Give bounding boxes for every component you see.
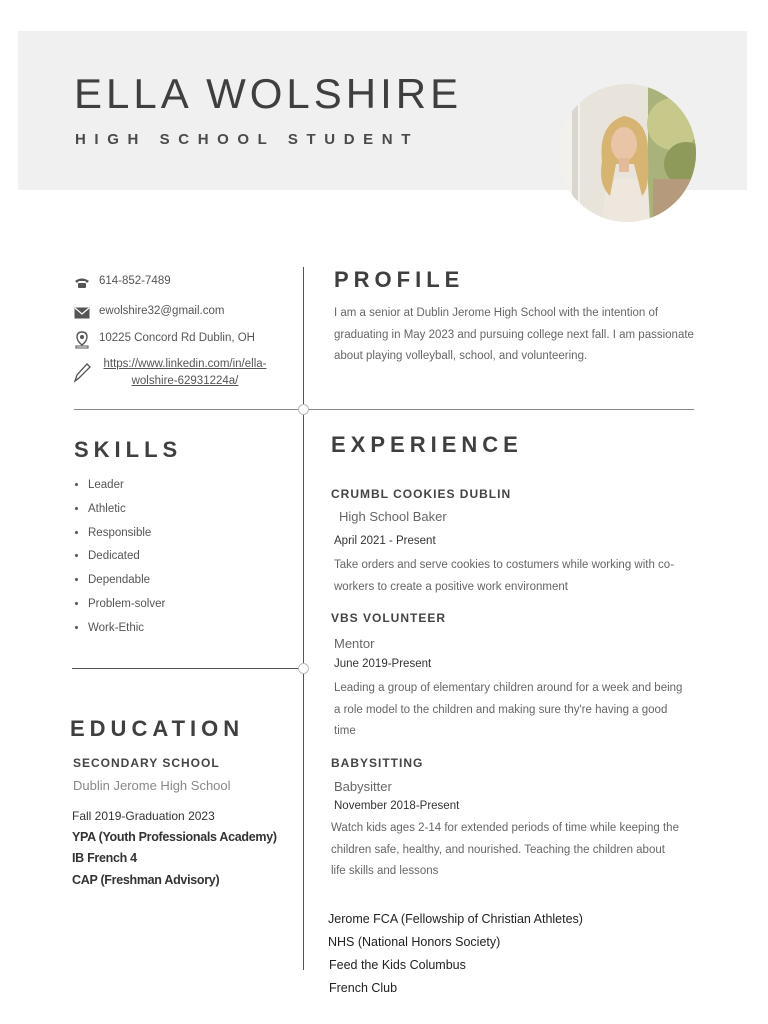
contact-phone [72,275,171,291]
job-description [334,555,674,598]
linkedin-line1: https://www.linkedin.com/in/ella- [103,358,267,370]
phone-icon [72,275,92,291]
education-dates: Fall 2019-Graduation 2023 [72,809,215,823]
envelope-icon [72,305,92,321]
contact-address [72,332,255,348]
skills-title: SKILLS [74,437,183,462]
job-line: workers to create a positive work environment [334,580,568,593]
resume-role: HIGH SCHOOL STUDENT [75,131,419,148]
job-title: CRUMBL COOKIES DUBLIN [331,487,512,501]
address-text: 10225 Concord Rd Dublin, OH [99,332,255,344]
email-link[interactable]: ewolshire32@gmail.com [99,305,225,317]
horizontal-divider-top [74,409,694,410]
skill-item: • Responsible [88,523,165,547]
education-item: CAP (Freshman Advisory) [72,873,220,887]
job-line: life skills and lessons [331,865,439,877]
map-pin-icon [72,332,92,348]
resume-name: ELLA WOLSHIRE [74,70,463,117]
job-role: Babysitter [334,779,392,794]
skill-item: • Leader [88,475,165,499]
job-title: BABYSITTING [331,756,424,770]
education-item: IB French 4 [72,851,137,865]
divider-node-top [298,404,309,415]
job-line: a role model to the children and making sure thy're having a good [334,703,668,716]
profile-title: PROFILE [334,267,465,292]
contact-linkedin [72,356,271,390]
divider-node-bottom [298,663,309,674]
job-description [331,818,679,883]
activity-item: French Club [329,981,398,995]
activity-item: Feed the Kids Columbus [329,958,466,972]
job-dates: April 2021 - Present [334,535,436,547]
vertical-divider [303,267,304,970]
linkedin-line2: wolshire-62931224a/ [131,375,239,387]
job-line: Leading a group of elementary children around for a week and being [334,682,683,694]
activity-item: NHS (National Honors Society) [328,935,501,949]
skills-list [74,475,165,642]
horizontal-divider-left [72,668,303,669]
skill-item: • Problem-solver [88,594,165,618]
job-line: children safe, healthy, and nourished. Teaching the children about [331,843,665,856]
profile-text [334,303,694,368]
profile-line: about playing volleyball, school, and volunteering. [334,350,588,362]
job-line: time [334,725,356,737]
contact-email [72,305,224,321]
profile-line: graduating in May 2023 and pursuing college next fall. I am passionate [334,328,694,341]
job-line: Take orders and serve cookies to costumers while working with co- [334,559,675,571]
job-dates: November 2018-Present [334,800,460,812]
education-item: YPA (Youth Professionals Academy) [72,830,277,844]
job-role: Mentor [334,636,375,651]
skill-item: • Athletic [88,499,165,523]
education-title: EDUCATION [70,716,245,741]
skill-item: • Dependable [88,570,165,594]
profile-line: I am a senior at Dublin Jerome High School with the intention of [334,307,659,319]
school-name: Dublin Jerome High School [73,778,231,793]
job-role: High School Baker [339,509,447,524]
phone-text: 614-852-7489 [99,275,171,287]
linkedin-link[interactable] [99,356,271,390]
profile-photo [558,84,696,222]
pencil-icon [72,360,92,386]
job-line: Watch kids ages 2-14 for extended periods of time while keeping the [331,822,679,834]
skill-item: • Dedicated [88,546,165,570]
job-description [334,678,682,743]
experience-title: EXPERIENCE [331,432,523,457]
job-dates: June 2019-Present [334,658,432,670]
school-heading: SECONDARY SCHOOL [73,756,220,770]
activity-item: Jerome FCA (Fellowship of Christian Athletes) [328,912,583,926]
job-title: VBS VOLUNTEER [331,611,447,625]
skill-item: • Work-Ethic [88,618,165,642]
